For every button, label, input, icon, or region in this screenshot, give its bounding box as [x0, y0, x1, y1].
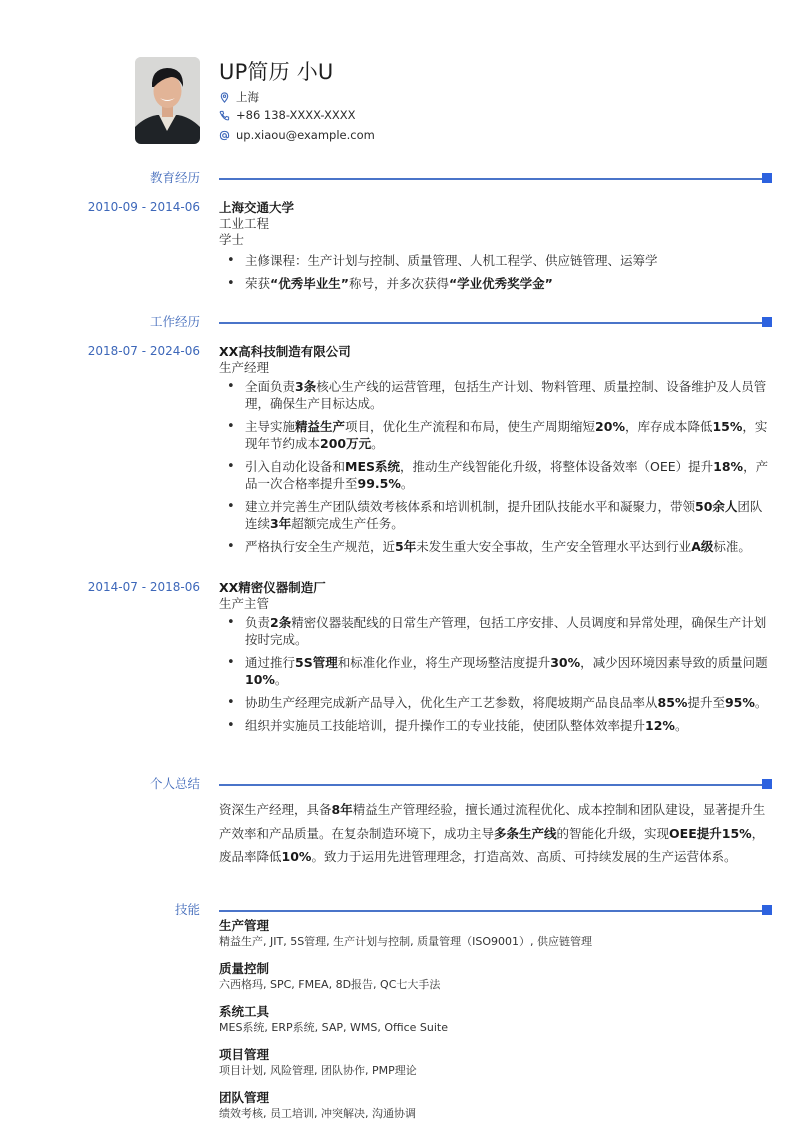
- section-header-summary: [0, 774, 800, 794]
- section-title: 个人总结: [149, 776, 200, 791]
- text-run: 。: [754, 695, 768, 710]
- text-run: 协助生产经理完成新产品导入，优化生产工艺参数，将爬坡期产品良品率从: [245, 695, 658, 710]
- highlight-text: 5年: [395, 539, 417, 554]
- location-text: 上海: [236, 90, 259, 104]
- text-run: 荣获: [245, 276, 271, 291]
- highlight-text: 99.5%: [357, 476, 401, 491]
- text-run: 未发生重大安全事故，生产安全管理水平达到行业: [416, 539, 692, 554]
- text-run: 建立并完善生产团队绩效考核体系和培训机制，提升团队技能水平和凝聚力，带领: [245, 499, 696, 514]
- text-run: 主修课程：生产计划与控制、质量管理、人机工程学、供应链管理、运筹学: [245, 253, 658, 268]
- highlight-text: OEE提升15%: [669, 825, 752, 841]
- highlight-text: 18%: [713, 459, 744, 474]
- highlight-text: 精益生产: [295, 419, 346, 434]
- skill-group: [219, 1089, 771, 1121]
- section-title: 教育经历: [149, 170, 200, 185]
- work-date-1: 2018-07 - 2024-06: [87, 344, 200, 358]
- text-run: 。: [674, 718, 688, 733]
- bullet-item: [219, 694, 771, 711]
- highlight-text: 50余人: [695, 499, 738, 514]
- text-run: 和标准化作业，将生产现场整洁度提升: [337, 655, 551, 670]
- section-divider: [219, 178, 763, 180]
- highlight-text: 5S管理: [295, 655, 338, 670]
- education-entry: [219, 199, 771, 298]
- bullet-item: [219, 538, 771, 555]
- location-pin-icon: [219, 92, 230, 103]
- skill-items: 绩效考核, 员工培训, 冲突解决, 沟通协调: [219, 1107, 416, 1120]
- phone-icon: [219, 110, 230, 121]
- contact-phone: [219, 108, 355, 122]
- bullet-item: [219, 378, 771, 412]
- section-marker-square: [762, 173, 772, 183]
- skill-items: 精益生产, JIT, 5S管理, 生产计划与控制, 质量管理（ISO9001）, 供应链管理: [219, 935, 593, 948]
- text-run: 通过推行: [245, 655, 296, 670]
- highlight-text: 20%: [595, 419, 625, 434]
- highlight-text: 10%: [281, 849, 312, 864]
- highlight-text: 10%: [245, 672, 275, 687]
- work-entry-1: [219, 343, 771, 561]
- job-role: 生产主管: [219, 596, 270, 611]
- contact-email: [219, 128, 375, 142]
- bullet-item: [219, 614, 771, 648]
- skill-category: 质量控制: [219, 961, 270, 976]
- text-run: 全面负责: [245, 379, 296, 394]
- section-marker-square: [762, 317, 772, 327]
- section-divider: [219, 784, 763, 786]
- degree: 学士: [219, 232, 245, 247]
- text-run: 团队连续: [245, 499, 763, 531]
- phone-text: +86 138-XXXX-XXXX: [236, 108, 356, 122]
- skill-category: 系统工具: [219, 1004, 270, 1019]
- text-run: 。: [400, 476, 414, 491]
- section-marker-square: [762, 779, 772, 789]
- skill-category: 团队管理: [219, 1090, 270, 1105]
- profile-photo: [135, 57, 200, 144]
- text-run: ，产品一次合格率提升至: [245, 459, 769, 491]
- text-run: 严格执行安全生产规范，近: [245, 539, 396, 554]
- text-run: 资深生产经理，具备: [219, 802, 332, 817]
- text-run: ，实现年节约成本: [245, 419, 768, 451]
- education-bullets: [219, 252, 771, 292]
- text-run: 提升至: [687, 695, 725, 710]
- text-run: 项目，优化生产流程和布局，使生产周期缩短: [345, 419, 596, 434]
- skill-items: 项目计划, 风险管理, 团队协作, PMP理论: [219, 1064, 417, 1077]
- section-marker-square: [762, 905, 772, 915]
- section-divider: [219, 910, 763, 912]
- highlight-text: 12%: [645, 718, 675, 733]
- text-run: 精密仪器装配线的日常生产管理，包括工序安排、人员调度和异常处理，确保生产计划按时完成。: [245, 615, 767, 647]
- company-name: XX精密仪器制造厂: [219, 580, 326, 595]
- highlight-text: 多条生产线: [494, 825, 557, 841]
- bullet-item: [219, 498, 771, 532]
- skill-group: [219, 1003, 771, 1035]
- highlight-text: 85%: [657, 695, 688, 710]
- highlight-text: 95%: [724, 695, 755, 710]
- email-text: up.xiaou@example.com: [236, 128, 375, 142]
- text-run: 主导实施: [245, 419, 296, 434]
- job-role: 生产经理: [219, 360, 270, 375]
- section-header-work: [0, 312, 800, 332]
- work-bullets: [219, 378, 771, 555]
- highlight-text: 3条: [295, 379, 317, 394]
- highlight-text: “优秀毕业生”: [270, 276, 349, 291]
- work-entry-2: [219, 579, 771, 740]
- contact-location: [219, 89, 259, 105]
- highlight-text: 2条: [270, 615, 292, 630]
- bullet-item: [219, 654, 771, 688]
- text-run: ，废品率降低: [219, 825, 765, 864]
- candidate-name: UP简历 小U: [219, 60, 334, 84]
- text-run: 。: [274, 672, 288, 687]
- bullet-item: [219, 717, 771, 734]
- highlight-text: 200万元: [320, 436, 372, 451]
- skill-group: [219, 1046, 771, 1078]
- text-run: 引入自动化设备和: [245, 459, 346, 474]
- highlight-text: 3年: [270, 516, 292, 531]
- bullet-item: [219, 275, 771, 292]
- highlight-text: 15%: [712, 419, 743, 434]
- company-name: XX高科技制造有限公司: [219, 344, 351, 359]
- work-bullets: [219, 614, 771, 734]
- text-run: ，减少因环境因素导致的质量问题: [580, 655, 768, 670]
- text-run: ，推动生产线智能化升级，将整体设备效率（OEE）提升: [400, 459, 714, 474]
- school-name: 上海交通大学: [219, 200, 295, 215]
- skill-category: 项目管理: [219, 1047, 270, 1062]
- skill-group: [219, 917, 771, 949]
- text-run: 负责: [245, 615, 271, 630]
- text-run: 。: [371, 436, 384, 451]
- text-run: 核心生产线的运营管理，包括生产计划、物料管理、质量控制、设备维护及人员管理，确保生产目标达成。: [245, 379, 767, 411]
- work-date-2: 2014-07 - 2018-06: [87, 580, 200, 594]
- at-icon: [219, 130, 230, 141]
- skill-items: MES系统, ERP系统, SAP, WMS, Office Suite: [219, 1021, 449, 1034]
- text-run: 。致力于运用先进管理理念，打造高效、高质、可持续发展的生产运营体系。: [311, 849, 737, 864]
- text-run: 标准。: [713, 539, 751, 554]
- education-date: 2010-09 - 2014-06: [87, 200, 200, 214]
- skill-group: [219, 960, 771, 992]
- text-run: 精益生产管理经验，擅长通过流程优化、成本控制和团队建设，显著提升生产效率和产品质量。在复杂制造环境下，成功主导: [219, 802, 766, 841]
- highlight-text: MES系统: [345, 459, 400, 474]
- highlight-text: 30%: [550, 655, 581, 670]
- text-run: ，库存成本降低: [624, 419, 713, 434]
- skill-category: 生产管理: [219, 918, 270, 933]
- summary-text: [219, 798, 771, 869]
- section-title: 技能: [174, 902, 200, 917]
- highlight-text: 8年: [331, 802, 353, 817]
- highlight-text: A级: [691, 539, 714, 554]
- bullet-item: [219, 458, 771, 492]
- text-run: 组织并实施员工技能培训，提升操作工的专业技能，使团队整体效率提升: [245, 718, 646, 733]
- skill-items: 六西格玛, SPC, FMEA, 8D报告, QC七大手法: [219, 978, 441, 991]
- section-header-education: [0, 168, 800, 188]
- section-divider: [219, 322, 763, 324]
- bullet-item: [219, 418, 771, 452]
- text-run: 称号，并多次获得: [348, 276, 449, 291]
- text-run: 的智能化升级，实现: [556, 825, 670, 841]
- bullet-item: [219, 252, 771, 269]
- text-run: 超额完成生产任务。: [291, 516, 404, 531]
- highlight-text: “学业优秀奖学金”: [448, 276, 553, 291]
- major: 工业工程: [219, 216, 270, 231]
- section-title: 工作经历: [149, 314, 200, 329]
